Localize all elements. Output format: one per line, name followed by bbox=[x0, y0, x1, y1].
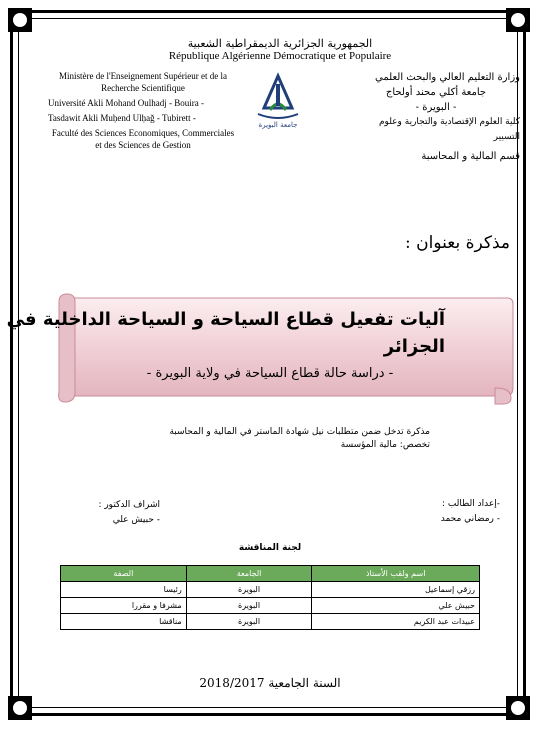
logo-caption: جامعة البويرة bbox=[258, 121, 298, 129]
supervisor-name: - حبيش علي bbox=[112, 515, 160, 525]
student-label: -إعداد الطالب : bbox=[441, 499, 500, 509]
jury-header-role: الصفة bbox=[61, 566, 187, 582]
right-institution-block bbox=[352, 70, 520, 164]
jury-table bbox=[60, 565, 480, 630]
university-logo-icon bbox=[250, 70, 306, 130]
table-row bbox=[61, 582, 480, 598]
university-ar: جامعة أكلي محند أولحاج bbox=[385, 87, 487, 98]
supervisor-label: اشراف الدكتور : bbox=[98, 500, 160, 510]
republic-french: République Algérienne Démocratique et Populaire bbox=[168, 50, 392, 62]
memo-label: مذكرة بعنوان : bbox=[405, 233, 510, 253]
jury-header-row bbox=[61, 566, 480, 582]
specialty: تخصص: مالية المؤسسة bbox=[340, 440, 430, 450]
university-fr: Université Akli Mohand Oulhadj - Bouira - bbox=[48, 98, 204, 108]
jury-member-university: البويرة bbox=[186, 582, 312, 598]
jury-member-university: البويرة bbox=[186, 598, 312, 614]
table-row bbox=[61, 614, 480, 630]
jury-member-name: رزقي إسماعيل bbox=[312, 582, 480, 598]
university-berber: Tasdawit Akli Muḥend Ulḥaǧ - Tubirett - bbox=[48, 113, 196, 123]
left-institution-block bbox=[48, 70, 238, 154]
faculty-ar: كلية العلوم الإقتصادية والتجارية وعلوم التسيير bbox=[378, 117, 520, 142]
jury-member-name: عبيدات عبد الكريم bbox=[312, 614, 480, 630]
jury-header-name: اسم ولقب الأستاذ bbox=[312, 566, 480, 582]
corner-ornament-icon bbox=[506, 8, 530, 32]
academic-year: السنة الجامعية 2018/2017 bbox=[199, 676, 341, 690]
thesis-title-line2: الجزائر bbox=[383, 336, 445, 357]
city-ar: - البويرة - bbox=[415, 102, 457, 113]
jury-title: لجنة المناقشة bbox=[238, 543, 302, 553]
degree-statement: مذكرة تدخل ضمن متطلبات نيل شهادة الماستر في المالية و المحاسبة bbox=[169, 427, 430, 437]
republic-arabic: الجمهورية الجزائرية الديمقراطية الشعبية bbox=[187, 37, 373, 50]
table-row bbox=[61, 598, 480, 614]
jury-member-role: مناقشا bbox=[61, 614, 187, 630]
jury-member-role: مشرفا و مقررا bbox=[61, 598, 187, 614]
jury-member-name: حبيش علي bbox=[312, 598, 480, 614]
thesis-subtitle: - دراسة حالة قطاع السياحة في ولاية البويرة - bbox=[146, 366, 394, 381]
jury-member-university: البويرة bbox=[186, 614, 312, 630]
ministry-fr: Ministère de l'Enseignement Supérieur et de la Recherche Scientifique bbox=[58, 71, 228, 93]
student-name: - رمضاني محمد bbox=[440, 514, 500, 524]
corner-ornament-icon bbox=[8, 696, 32, 720]
corner-ornament-icon bbox=[8, 8, 32, 32]
ministry-ar: وزارة التعليم العالي والبحث العلمي bbox=[375, 72, 520, 83]
corner-ornament-icon bbox=[506, 696, 530, 720]
jury-header-university: الجامعة bbox=[186, 566, 312, 582]
thesis-title-line1: آليات تفعيل قطاع السياحة و السياحة الداخلية في bbox=[6, 309, 445, 330]
department-ar: قسم المالية و المحاسبة bbox=[421, 151, 520, 162]
faculty-fr: Faculté des Sciences Economiques, Commerciales et des Sciences de Gestion bbox=[51, 128, 235, 150]
jury-member-role: رئيسا bbox=[61, 582, 187, 598]
